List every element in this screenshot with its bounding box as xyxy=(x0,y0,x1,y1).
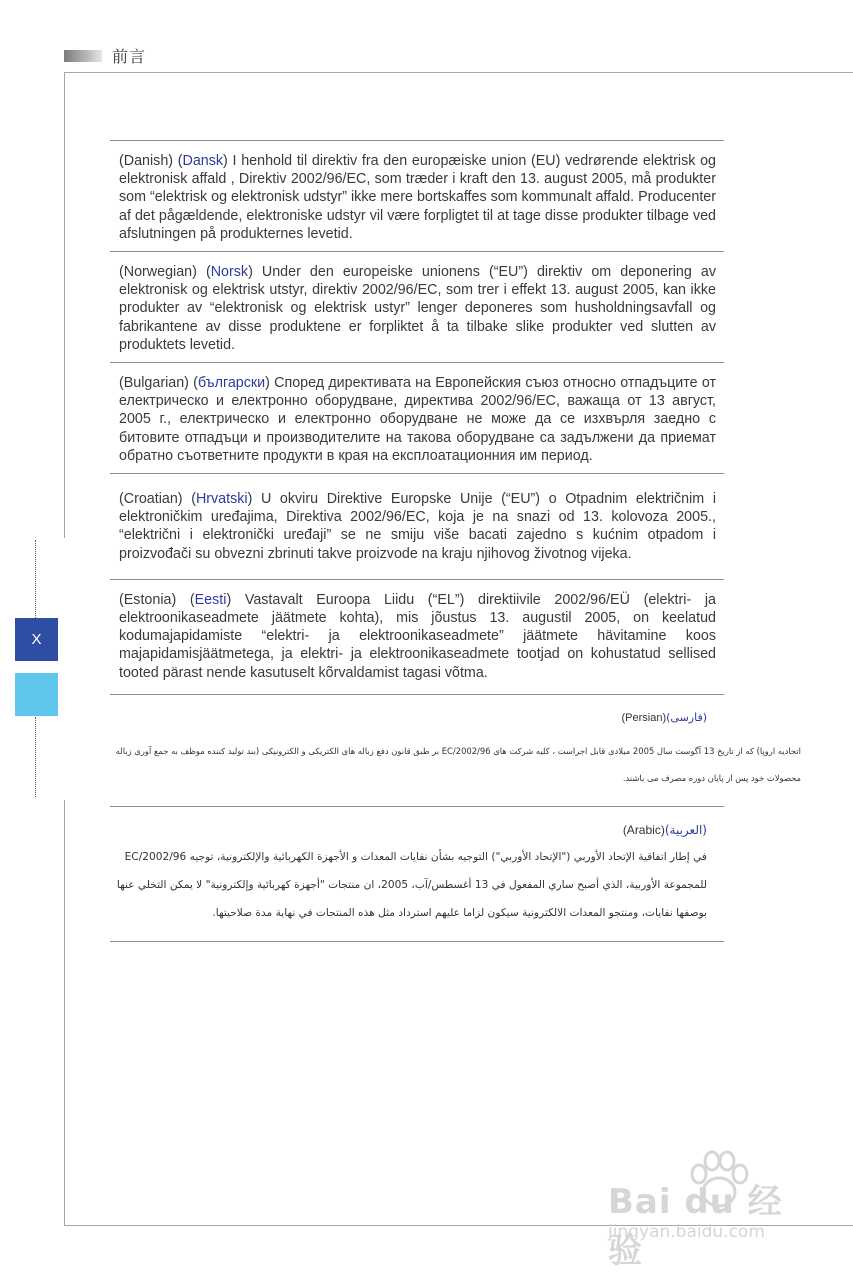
native-language-name: (فارسی) xyxy=(666,710,707,724)
baidu-watermark xyxy=(608,1150,808,1271)
section-text: ) Vastavalt Euroopa Liidu (“EL”) direktiivile 2002/96/EÜ (elektri- ja elektroonikaseadmete jäätmete kohta), mis jõustus 13. augustil 2005, on keelatud kodumajapidamiste “elektri- ja elektroonikaseadmete” jäätmete hävitamine koos majapidamisjäätmetega, ja elektri- ja elektroonikaseadmete tootjad on kohustatud sellised tooted pärast nende kasutuselt kõrvaldamist tagasi võtma. xyxy=(119,591,717,681)
language-label: (Arabic) xyxy=(622,822,665,837)
weee-statements xyxy=(110,140,801,942)
side-tab-blank[interactable] xyxy=(15,673,58,716)
section-bulgarian: (Bulgarian) (български) Според директивата на Европейския съюз относно отпадъците от електрическо и електронно оборудване, директива 2002/96/EC, важаща от 13 август, 2005 г., електрическо и електронно оборудване не може да се изхвърля заедно с битовите отпадъци и производителите на такова оборудване са задължени да приемат обратно съответните продукти в края на експлоатационния им период. xyxy=(119,375,717,464)
section-arabic xyxy=(110,807,724,941)
section-text: ) U okviru Direktive Europske Unije (“EU”) o Otpadnim električnim i elektroničkim uređajima, Direktiva 2002/96/EC, koja je na snazi od 13. kolovoza 2005., “električni i elektronički uređaji” se ne smiju više bacati zajedno s kućnim otpadom i proizvođači su obvezni zbrinuti takve proizvode na kraju njihovog životnog vijeka. xyxy=(119,491,716,562)
header-gradient-bar xyxy=(64,50,102,62)
watermark-brand: Bai du 经验 xyxy=(608,1182,783,1271)
native-language-name: Hrvatski xyxy=(195,491,248,508)
language-label: (Estonia) xyxy=(119,591,177,608)
language-label: (Croatian) xyxy=(119,491,183,508)
section-text: في إطار اتفاقية الإتحاد الأوربي ("الإتحاد الأوربي") التوجيه بشأن نفايات المعدات و الأجهزة الكهربائية والإلكترونية، توجيه 2002/96/EC للمجموعة الأوربية، الذي أصبح ساري المفعول في 13 أغسطس/آب، 2005، ان منتجات "أجهزة كهربائية وإلكترونية" لا يمكن التخلي عنها بوصفها نفايات، ومنتجو المعدات الالكترونية سيكون لزاما عليهم استرداد مثل هذه المنتجات في نهاية مدة صلاحيتها. xyxy=(116,850,707,919)
native-language-name: български xyxy=(197,375,266,392)
section-estonian: (Estonia) (Eesti) Vastavalt Euroopa Liidu (“EL”) direktiivile 2002/96/EÜ (elektri- ja elektroonikaseadmete jäätmete kohta), mis jõustus 13. augustil 2005, on keelatud kodumajapidamiste “elektri- ja elektroonikaseadmete” jäätmete hävitamine koos majapidamisjäätmetega, ja elektri- ja elektroonikaseadmete tootjad on kohustatud sellised tooted pärast nende kasutuselt kõrvaldamist tagasi võtma. xyxy=(119,591,717,681)
language-label: (Danish) xyxy=(119,153,174,169)
frame-left-line xyxy=(64,72,65,538)
language-label: (Persian) xyxy=(621,711,667,724)
side-tab-x[interactable]: X xyxy=(15,618,58,661)
section-text: ) Според директивата на Европейския съюз относно отпадъците от електрическо и електронно оборудване, директива 2002/96/EC, важаща от 13 август, 2005 г., електрическо и електронно оборудване не може да се изхвърля заедно с битовите отпадъци и производителите на такова оборудване са задължени да приемат обратно съответните продукти в края на експлоатационния им период. xyxy=(119,375,717,464)
side-dotted-line xyxy=(35,540,36,618)
section-danish: (Danish) (Dansk) I henhold til direktiv fra den europæiske union (EU) vedrørende elektrisk og elektronisk affald , Direktiv 2002/96/EC, som træder i kraft den 13. august 2005, må produkter som “elektrisk og elektronisk udstyr” ikke mere bortskaffes som kommunalt affald. Producenter af det pågældende, elektroniske udstyr vil være forpligtet til at tage disse produkter tilbage ved afslutningen på produkternes levetid. xyxy=(119,153,716,242)
language-label: (Norwegian) xyxy=(119,264,197,281)
frame-left-line-lower xyxy=(64,800,65,1226)
section-persian xyxy=(110,695,801,806)
native-language-name: Dansk xyxy=(182,153,224,169)
divider xyxy=(110,941,724,942)
native-language-name: (العربية) xyxy=(664,822,707,837)
page-title: 前言 xyxy=(112,47,147,66)
section-croatian: (Croatian) (Hrvatski) U okviru Direktive Europske Unije (“EU”) o Otpadnim električnim i elektroničkim uređajima, Direktiva 2002/96/EC, koja je na snazi od 13. kolovoza 2005., “električni i elektronički uređaji” se ne smiju više bacati zajedno s kućnim otpadom i proizvođači su obvezni zbrinuti takve proizvode na kraju njihovog životnog vijeka. xyxy=(119,491,716,562)
section-text: ) I henhold til direktiv fra den europæiske union (EU) vedrørende elektrisk og elektronisk affald , Direktiv 2002/96/EC, som træder i kraft den 13. august 2005, må produkter som “elektrisk og elektronisk udstyr” ikke mere bortskaffes som kommunalt affald. Producenter af det pågældende, elektroniske udstyr vil være forpligtet til at tage disse produkter tilbage ved afslutningen på produkternes levetid. xyxy=(119,153,716,242)
side-dotted-line-lower xyxy=(35,717,36,797)
section-norwegian: (Norwegian) (Norsk) Under den europeiske unionens (“EU”) direktiv om deponering av elektronisk og elektrisk utstyr, direktiv 2002/96/EC, som trer i effekt 13. august 2005, kan ikke produkter av “elektronisk og elektrisk ustyr” lenger deponeres som husholdningsavfall og fabrikantene av disse produktene er forpliktet å ta tilbake slike produkter ved slutten av produktets levetid. xyxy=(119,264,716,353)
section-text: ) Under den europeiske unionens (“EU”) direktiv om deponering av elektronisk og elektrisk utstyr, direktiv 2002/96/EC, som trer i effekt 13. august 2005, kan ikke produkter av “elektronisk og elektrisk ustyr” lenger deponeres som husholdningsavfall og fabrikantene av disse produktene er forpliktet å ta tilbake slike produkter ved slutten av produktets levetid. xyxy=(119,264,716,353)
section-text: اتحادیه اروپا) که از تاریخ 13 آگوست سال 2005 میلادی قابل اجراست ، کلیه شرکت های 2002/96/EC بر طبق قانون دفع زباله های الکتریکی و الکترونیکی (بند تولید کننده موظف به جمع آوری زباله محصولات خود پس از پایان دوره مصرف می باشند. xyxy=(115,745,801,783)
language-label: (Bulgarian) xyxy=(119,375,189,392)
native-language-name: Norsk xyxy=(210,264,249,281)
watermark-url: jingyan.baidu.com xyxy=(608,1222,765,1242)
frame-top-line xyxy=(64,72,853,73)
section-heading xyxy=(110,711,707,724)
section-heading xyxy=(110,823,707,837)
native-language-name: Eesti xyxy=(194,591,227,608)
